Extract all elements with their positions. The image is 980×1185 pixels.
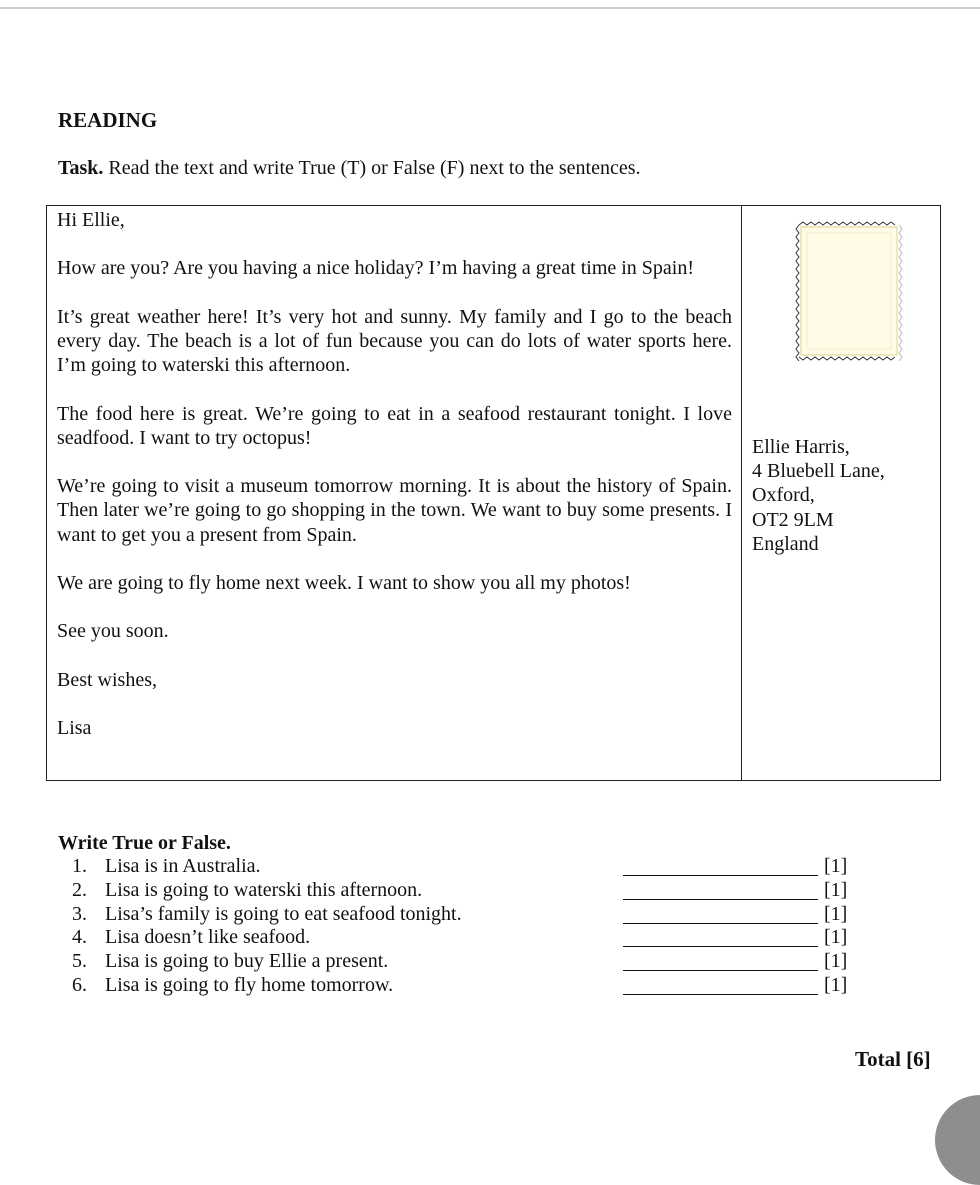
question-text: Lisa’s family is going to eat seafood tonight. [105, 902, 462, 925]
question-mark: [1] [824, 973, 848, 996]
letter-greeting: Hi Ellie, [57, 209, 125, 231]
address-line: Oxford, [752, 484, 815, 507]
question-number: 1. [72, 855, 87, 877]
question-number: 4. [72, 926, 87, 949]
letter-paragraph-4: We’re going to visit a museum tomorrow morning. It is about the history of Spain. Then later we’re going to go shopping in the town. We want to buy some presents. I want to get you a present from Spain. [57, 475, 732, 546]
question-text: Lisa is in Australia. [105, 855, 261, 877]
question-list [72, 855, 872, 998]
letter-closing-2: Best wishes, [57, 668, 157, 691]
recipient-address [752, 435, 885, 556]
question-item [72, 879, 872, 903]
letter-paragraph-3: The food here is great. We’re going to eat in a seafood restaurant tonight. I love seadfood. I want to try octopus! [57, 402, 732, 449]
letter-paragraph-2: It’s great weather here! It’s very hot and sunny. My family and I go to the beach every day. The beach is a lot of fun because you can do lots of water sports here. I’m going to waterski this afternoon. [57, 305, 732, 377]
letter-closing-1: See you soon. [57, 620, 169, 643]
question-number: 3. [72, 902, 87, 925]
question-item [72, 855, 872, 879]
address-line: OT2 9LM [752, 508, 834, 531]
answer-line[interactable] [623, 875, 818, 876]
address-line: Ellie Harris, [752, 436, 850, 458]
stamp-icon [795, 221, 903, 361]
question-number: 2. [72, 878, 87, 901]
question-mark: [1] [824, 902, 848, 925]
questions-title: Write True or False. [58, 832, 231, 854]
question-text: Lisa doesn’t like seafood. [105, 926, 311, 949]
postcard [46, 205, 941, 781]
question-item [72, 974, 872, 998]
answer-line[interactable] [623, 899, 818, 900]
letter-signature: Lisa [57, 717, 92, 740]
address-line: England [752, 532, 819, 555]
task-label: Task. [58, 157, 104, 179]
task-instruction [58, 155, 641, 181]
question-text: Lisa is going to waterski this afternoon. [105, 878, 423, 901]
question-mark: [1] [824, 950, 848, 973]
answer-line[interactable] [623, 923, 818, 924]
question-mark: [1] [824, 926, 848, 949]
address-line: 4 Bluebell Lane, [752, 460, 885, 483]
question-item [72, 950, 872, 974]
question-item [72, 926, 872, 950]
question-mark: [1] [824, 878, 848, 901]
question-text: Lisa is going to buy Ellie a present. [105, 950, 389, 973]
answer-line[interactable] [623, 994, 818, 995]
postcard-letter [47, 206, 742, 780]
task-text: Read the text and write True (T) or False (F) next to the sentences. [103, 157, 641, 179]
question-mark: [1] [824, 855, 848, 877]
letter-paragraph-1: How are you? Are you having a nice holiday? I’m having a great time in Spain! [57, 257, 695, 280]
question-number: 6. [72, 973, 87, 996]
answer-line[interactable] [623, 970, 818, 971]
question-item [72, 903, 872, 927]
section-heading: READING [58, 108, 158, 132]
answer-line[interactable] [623, 946, 818, 947]
letter-paragraph-5: We are going to fly home next week. I want to show you all my photos! [57, 571, 631, 594]
page-corner-overlay [935, 1095, 980, 1185]
top-divider [0, 7, 980, 9]
question-text: Lisa is going to fly home tomorrow. [105, 973, 394, 996]
question-number: 5. [72, 950, 87, 973]
total-score: Total [6] [855, 1047, 931, 1071]
